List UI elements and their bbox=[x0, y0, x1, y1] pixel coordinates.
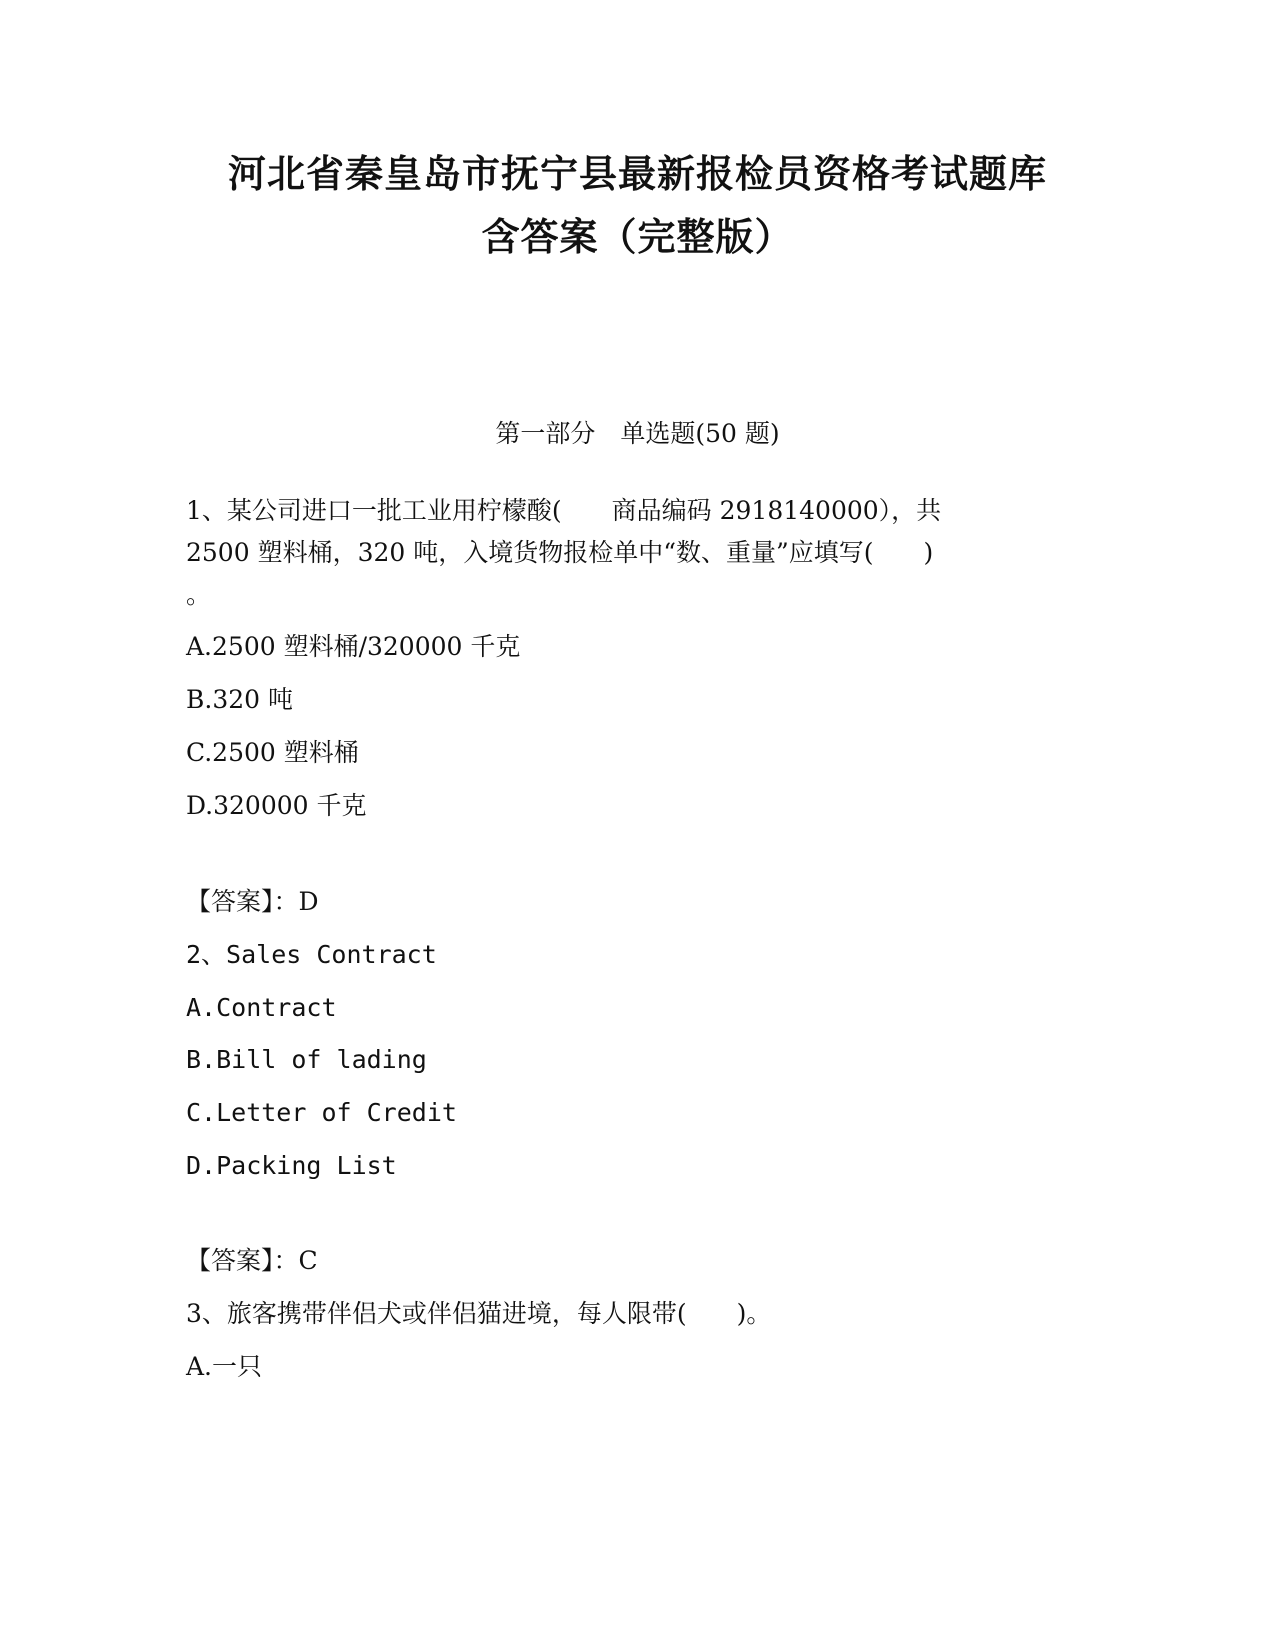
question-2-option-b: B.Bill of lading bbox=[186, 1045, 427, 1074]
question-2-option-d: D.Packing List bbox=[186, 1151, 397, 1180]
question-3-stem-line-1: 3、旅客携带伴侣犬或伴侣猫进境，每人限带( )。 bbox=[186, 1299, 772, 1328]
question-1-answer: 【答案】：D bbox=[186, 887, 319, 916]
section-heading: 第一部分 单选题(50 题) bbox=[495, 419, 780, 448]
document-title-line-2: 含答案（完整版） bbox=[481, 215, 794, 259]
question-1-stem-line-2: 2500 塑料桶，320 吨，入境货物报检单中“数、重量”应填写( ) bbox=[186, 538, 934, 567]
question-1-option-d: D.320000 千克 bbox=[186, 791, 367, 820]
document-title-line-1: 河北省秦皇岛市抚宁县最新报检员资格考试题库 bbox=[227, 152, 1047, 196]
question-1-option-b: B.320 吨 bbox=[186, 685, 293, 714]
question-1-option-a: A.2500 塑料桶/320000 千克 bbox=[186, 632, 521, 661]
question-2-option-a: A.Contract bbox=[186, 993, 337, 1022]
question-1-stem-line-3: 。 bbox=[186, 580, 212, 609]
question-2-option-c: C.Letter of Credit bbox=[186, 1098, 457, 1127]
question-1-stem-line-1: 1、某公司进口一批工业用柠檬酸( 商品编码 2918140000），共 bbox=[186, 496, 942, 525]
question-2-stem-line-1: 2、Sales Contract bbox=[186, 940, 437, 969]
question-3-option-a: A.一只 bbox=[186, 1352, 263, 1381]
question-1-option-c: C.2500 塑料桶 bbox=[186, 738, 359, 767]
question-2-answer: 【答案】：C bbox=[186, 1246, 318, 1275]
